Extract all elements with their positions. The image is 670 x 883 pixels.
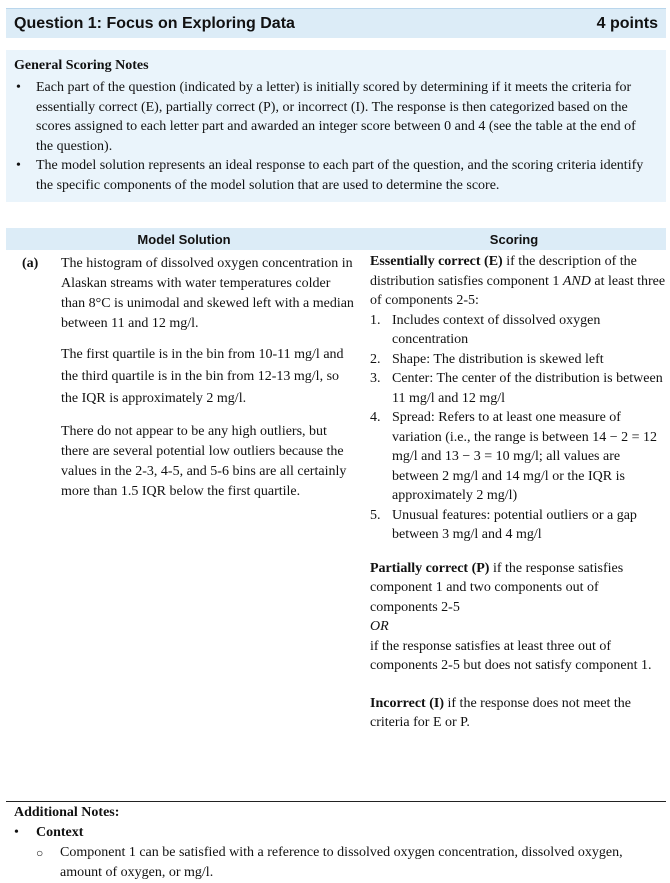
- scoring-header: Scoring: [489, 231, 539, 247]
- bullet-icon: •: [16, 158, 21, 173]
- bullet-icon: •: [16, 80, 21, 95]
- hollow-bullet-icon: ○: [36, 846, 44, 860]
- scoring-table: [6, 228, 666, 730]
- essentially-correct-criteria: Essentially correct (E) if the description of the distribution satisfies component 1 AND at least three of components 2-5:: [370, 254, 666, 308]
- general-note-2: • The model solution represents an ideal response to each part of the question, and the scoring criteria identify the specific components of the model solution that are used to determine the score.: [16, 158, 644, 193]
- model-paragraph: The histogram of dissolved oxygen concentration in Alaskan streams with water temperatures colder than 8°C is unimodal and skewed left with a median between 11 and 12 mg/l.: [61, 256, 354, 331]
- component-item: 5. Unusual features: potential outliers or a gap between 3 mg/l and 4 mg/l: [370, 507, 637, 542]
- general-scoring-notes: [6, 50, 666, 202]
- part-label: (a): [22, 256, 39, 271]
- model-solution: [61, 254, 357, 502]
- general-notes-list: [14, 78, 656, 195]
- additional-notes-title: Additional Notes:: [14, 805, 120, 820]
- table-header-row: [6, 228, 666, 250]
- section-divider: [6, 801, 666, 802]
- question-points: 4 points: [596, 14, 658, 32]
- bullet-icon: •: [14, 825, 19, 840]
- component-item: 3. Center: The center of the distribution is between 11 mg/l and 12 mg/l: [370, 371, 663, 406]
- partially-correct-criteria: Partially correct (P) if the response satisfies component 1 and two components out of components 2-5: [370, 560, 624, 615]
- general-notes-heading: General Scoring Notes: [14, 58, 149, 73]
- or-separator: OR: [370, 619, 389, 634]
- components-list: [370, 311, 666, 545]
- question-title: Question 1: Focus on Exploring Data: [14, 14, 295, 32]
- component-item: 2. Shape: The distribution is skewed left: [370, 351, 604, 367]
- model-solution-header: Model Solution: [137, 231, 231, 247]
- scoring-criteria: [370, 252, 666, 733]
- incorrect-criteria: Incorrect (I) if the response does not meet the criteria for E or P.: [370, 695, 632, 730]
- general-note-1: • Each part of the question (indicated by a letter) is initially scored by determining if it meets the criteria for essentially correct (E), partially correct (P), or incorrect (I). The response is then categorized based on the scores assigned to each letter part and awarded an integer score between 0 and 4 (see the table at the end of the question).: [16, 80, 636, 154]
- component-item: 4. Spread: Refers to at least one measure of variation (i.e., the range is between 14 − 2 = 12 mg/l and 13 − 3 = 10 mg/l; all values are between 2 mg/l and 14 mg/l or the IQR is approximately 2 mg/l): [370, 410, 657, 503]
- additional-notes: [14, 803, 664, 883]
- partially-correct-alt: if the response satisfies at least three out of components 2-5 but does not satisfy component 1.: [370, 638, 652, 673]
- question-header: [6, 8, 666, 38]
- additional-note-subbullet: ○ Component 1 can be satisfied with a reference to dissolved oxygen concentration, dissolved oxygen, amount of oxygen, or mg/l.: [36, 845, 623, 880]
- component-item: 1. Includes context of dissolved oxygen concentration: [370, 312, 601, 347]
- additional-note-bullet: • Context: [14, 823, 664, 843]
- model-paragraph: The first quartile is in the bin from 10-11 mg/l and the third quartile is in the bin from 12-13 mg/l, so the IQR is approximately 2 mg/l.: [61, 347, 344, 406]
- model-paragraph: There do not appear to be any high outliers, but there are several potential low outliers because the values in the 2-3, 4-5, and 5-6 bins are all certainly more than 1.5 IQR below the first quartile.: [61, 424, 347, 499]
